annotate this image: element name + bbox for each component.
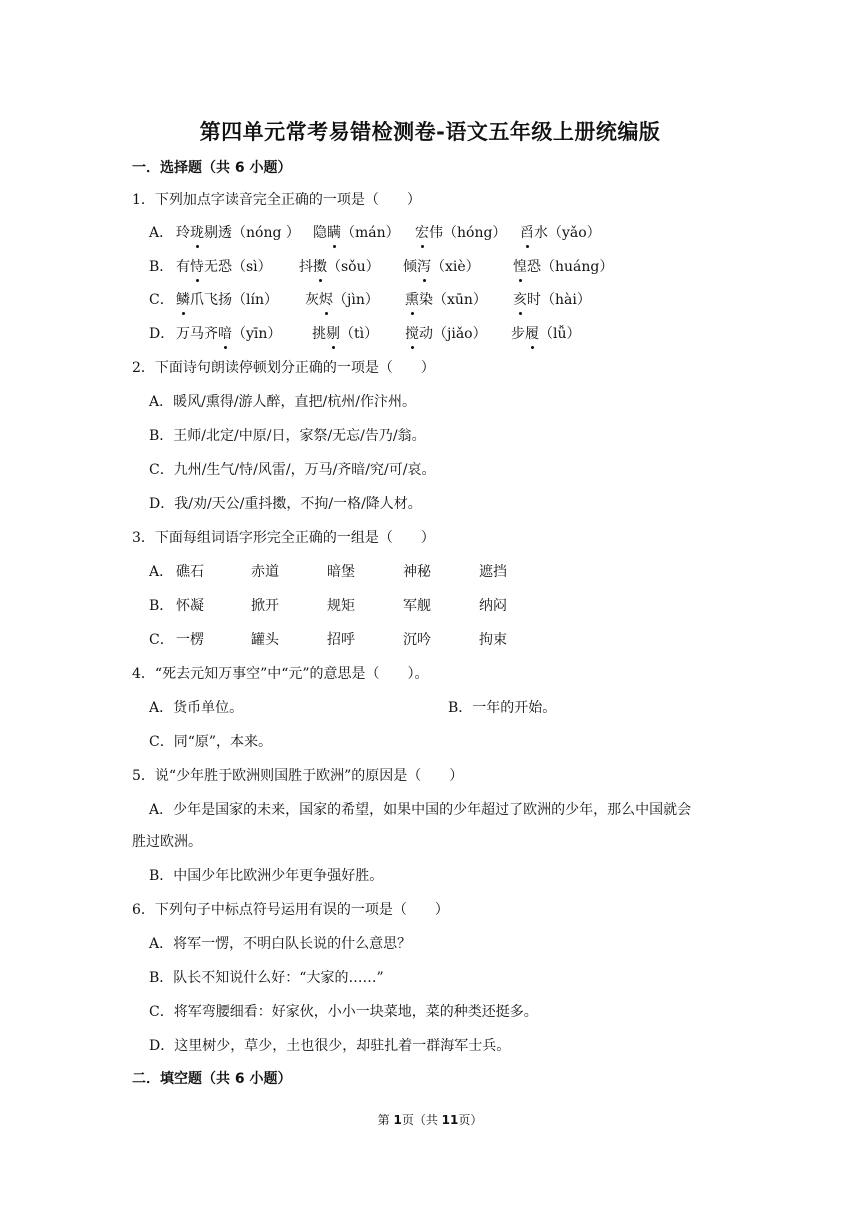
page-title: 第四单元常考易错检测卷-语文五年级上册统编版	[199, 120, 661, 144]
option-item: 步履（lǚ）	[511, 326, 581, 342]
question-2-stem: 2．下面诗句朗读停顿划分正确的一项是（ ）	[132, 360, 435, 376]
page-number: 1	[393, 1113, 402, 1127]
word: 暗堡	[327, 564, 355, 580]
option-label: B．	[149, 598, 174, 614]
question-3-stem: 3．下面每组词语字形完全正确的一组是（ ）	[132, 530, 435, 546]
question-6-option-d: D．这里树少，草少，土也很少，却驻扎着一群海军士兵。	[149, 1038, 511, 1054]
question-5-option-b: B．中国少年比欧洲少年更争强好胜。	[149, 868, 384, 884]
question-2-option-d: D．我/劝/天公/重抖擞，不拘/一格/降人材。	[149, 496, 422, 512]
option-label: A．	[149, 225, 174, 241]
word: 礁石	[176, 564, 204, 580]
question-6-option-a: A．将军一愣，不明白队长说的什么意思？	[149, 936, 412, 952]
question-5-option-a-cont: 胜过欧洲。	[132, 834, 202, 850]
question-2-option-c: C．九州/生气/恃/风雷/，万马/齐暗/究/可/哀。	[149, 462, 436, 478]
word: 招呼	[327, 632, 355, 648]
question-1-stem: 1．下列加点字读音完全正确的一项是（ ）	[132, 192, 421, 208]
word: 罐头	[251, 632, 279, 648]
word: 沉吟	[403, 632, 431, 648]
option-item: 有恃无恐（sì）	[176, 259, 272, 275]
option-item: 亥时（hài）	[513, 292, 591, 308]
question-3-option-c	[149, 630, 507, 650]
option-label: B．	[149, 259, 174, 275]
word: 赤道	[251, 564, 279, 580]
question-3-option-b	[149, 596, 507, 616]
word: 一楞	[176, 632, 204, 648]
question-2-option-a: A．暖风/熏得/游人醉，直把/杭州/作汴州。	[149, 394, 416, 410]
option-label: A．	[149, 564, 174, 580]
option-item: 灰烬（jìn）	[305, 292, 379, 308]
section-heading-fill: 二．填空题（共 6 小题）	[132, 1071, 292, 1087]
question-3-option-a	[149, 562, 507, 582]
option-item: 倾泻（xiè）	[403, 259, 480, 275]
option-item: 挑剔（tì）	[312, 326, 379, 342]
option-item: 熏染（xūn）	[405, 292, 487, 308]
word: 拘束	[479, 632, 507, 648]
option-item: 隐瞒（mán）	[313, 225, 400, 241]
option-item: 舀水（yǎo）	[520, 225, 601, 241]
question-6-option-b: B．队长不知说什么好：“大家的……”	[149, 970, 384, 986]
option-item: 万马齐喑（yīn）	[176, 326, 282, 342]
question-5-option-a: A．少年是国家的未来，国家的希望，如果中国的少年超过了欧洲的少年，那么中国就会	[149, 802, 692, 818]
option-item: 玲珑剔透（nóng ）	[176, 225, 300, 241]
section-heading-choice: 一．选择题（共 6 小题）	[132, 160, 292, 176]
question-4-option-b: B．一年的开始。	[448, 700, 557, 716]
question-1-option-c	[149, 290, 591, 310]
question-4-stem: 4．“死去元知万事空”中“元”的意思是（ ）。	[132, 666, 429, 682]
question-1-option-b	[149, 257, 614, 277]
option-item: 抖擞（sǒu）	[299, 259, 380, 275]
word: 遮挡	[479, 564, 507, 580]
question-5-stem: 5．说“少年胜于欧洲则国胜于欧洲”的原因是（ ）	[132, 768, 464, 784]
option-label: D．	[149, 326, 175, 342]
question-2-option-b: B．王师/北定/中原/日，家祭/无忘/告乃/翁。	[149, 428, 426, 444]
page-total: 11	[441, 1113, 459, 1127]
option-label: C．	[149, 292, 174, 308]
question-4-option-a: A．货币单位。	[149, 700, 244, 716]
question-1-option-d	[149, 324, 581, 344]
word: 纳闷	[479, 598, 507, 614]
question-4-option-c: C．同“原”，本来。	[149, 734, 273, 750]
option-item: 惶恐（huáng）	[513, 259, 614, 275]
word: 规矩	[327, 598, 355, 614]
option-item: 宏伟（hóng）	[415, 225, 507, 241]
question-6-option-c: C．将军弯腰细看：好家伙，小小一块菜地，菜的种类还挺多。	[149, 1004, 538, 1020]
option-label: C．	[149, 632, 174, 648]
page-footer: 第 1页（共 11页）	[377, 1113, 483, 1127]
option-item: 搅动（jiǎo）	[405, 326, 487, 342]
option-item: 鳞爪飞扬（lín）	[176, 292, 278, 308]
question-1-option-a	[149, 223, 601, 243]
word: 怀凝	[176, 598, 204, 614]
word: 军舰	[403, 598, 431, 614]
word: 掀开	[251, 598, 279, 614]
word: 神秘	[403, 564, 431, 580]
question-6-stem: 6．下列句子中标点符号运用有误的一项是（ ）	[132, 902, 449, 918]
